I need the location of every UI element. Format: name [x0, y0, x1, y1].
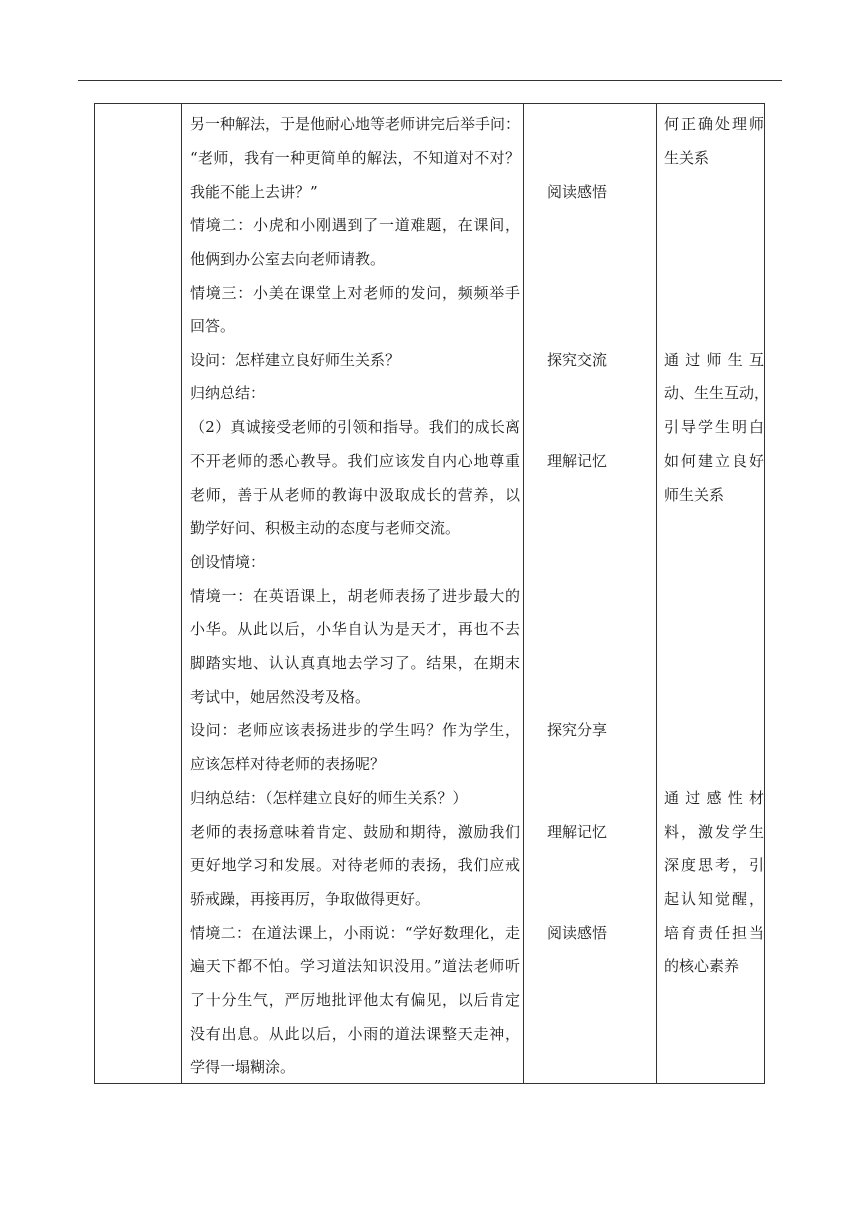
- content-line: 脚踏实地、认认真真地去学习了。结果，在期末: [190, 654, 520, 672]
- content-line: 情境二：小虎和小刚遇到了一道难题，在课间，: [190, 216, 520, 234]
- content-line: 另一种解法，于是他耐心地等老师讲完后举手问：: [190, 115, 521, 133]
- content-line: 骄戒躁，再接再厉，争取做得更好。: [190, 890, 431, 908]
- content-line: 设问：老师应该表扬进步的学生吗？作为学生，: [190, 721, 520, 739]
- content-line: 归纳总结：（怎样建立良好的师生关系？）: [190, 789, 468, 807]
- content-line: 遍天下都不怕。学习道法知识没用。”道法老师听: [190, 957, 520, 975]
- content-line: 考试中，她居然没考及格。: [190, 688, 371, 706]
- content-line: 学得一塌糊涂。: [190, 1058, 296, 1076]
- intent-line: 深度思考，引: [664, 856, 764, 874]
- content-line: 设问：怎样建立良好师生关系？: [190, 351, 401, 369]
- activity-label: 阅读感悟: [547, 924, 608, 942]
- content-line: 没有出息。从此以后，小雨的道法课整天走神，: [190, 1025, 520, 1043]
- content-line: 应该怎样对待老师的表扬呢？: [190, 755, 386, 773]
- content-line: 勤学好问、积极主动的态度与老师交流。: [190, 519, 461, 537]
- intent-line: 培育责任担当: [664, 924, 764, 942]
- intent-line: 料，激发学生: [664, 823, 764, 841]
- activity-label: 探究分享: [547, 721, 608, 739]
- content-line: 他俩到办公室去向老师请教。: [190, 250, 386, 268]
- content-line: 情境一：在英语课上，胡老师表扬了进步最大的: [190, 587, 520, 605]
- activity-label: 理解记忆: [547, 452, 608, 470]
- intent-line: 引导学生明白: [664, 418, 764, 436]
- intent-line: 生关系: [664, 149, 710, 167]
- column-divider: [523, 104, 524, 1083]
- column-divider: [181, 104, 182, 1083]
- content-line: 创设情境：: [190, 553, 266, 571]
- content-line: 老师的表扬意味着肯定、鼓励和期待，激励我们: [190, 823, 520, 841]
- content-line: 更好地学习和发展。对待老师的表扬，我们应戒: [190, 856, 520, 874]
- content-line: （2）真诚接受老师的引领和指导。我们的成长离: [190, 418, 520, 436]
- activity-label: 理解记忆: [547, 823, 608, 841]
- intent-line: 通过感性材: [664, 789, 764, 807]
- content-line: 回答。: [190, 317, 236, 335]
- intent-line: 如何建立良好: [664, 452, 764, 470]
- content-line: 老师，善于从老师的教诲中汲取成长的营养，以: [190, 486, 520, 504]
- intent-line: 动、生生互动，: [664, 384, 770, 402]
- content-line: 情境二：在道法课上，小雨说：“学好数理化，走: [190, 924, 520, 942]
- lesson-table: [94, 103, 770, 1084]
- content-line: 不开老师的悉心教导。我们应该发自内心地尊重: [190, 452, 520, 470]
- header-rule: [78, 80, 782, 81]
- content-line: 小华。从此以后，小华自认为是天才，再也不去: [190, 620, 520, 638]
- intent-line: 何正确处理师: [664, 115, 764, 133]
- content-line: 了十分生气，严厉地批评他太有偏见，以后肯定: [190, 991, 520, 1009]
- intent-line: 起认知觉醒，: [664, 890, 764, 908]
- content-line: 归纳总结：: [190, 384, 266, 402]
- content-line: 我能不能上去讲？”: [190, 183, 318, 201]
- column-divider: [656, 104, 657, 1083]
- content-line: “老师，我有一种更简单的解法，不知道对不对？: [190, 149, 520, 167]
- activity-label: 阅读感悟: [547, 183, 608, 201]
- content-line: 情境三：小美在课堂上对老师的发问，频频举手: [190, 284, 520, 302]
- intent-line: 师生关系: [664, 486, 725, 504]
- intent-line: 通过师生互: [664, 351, 764, 369]
- intent-line: 的核心素养: [664, 957, 740, 975]
- activity-label: 探究交流: [547, 351, 608, 369]
